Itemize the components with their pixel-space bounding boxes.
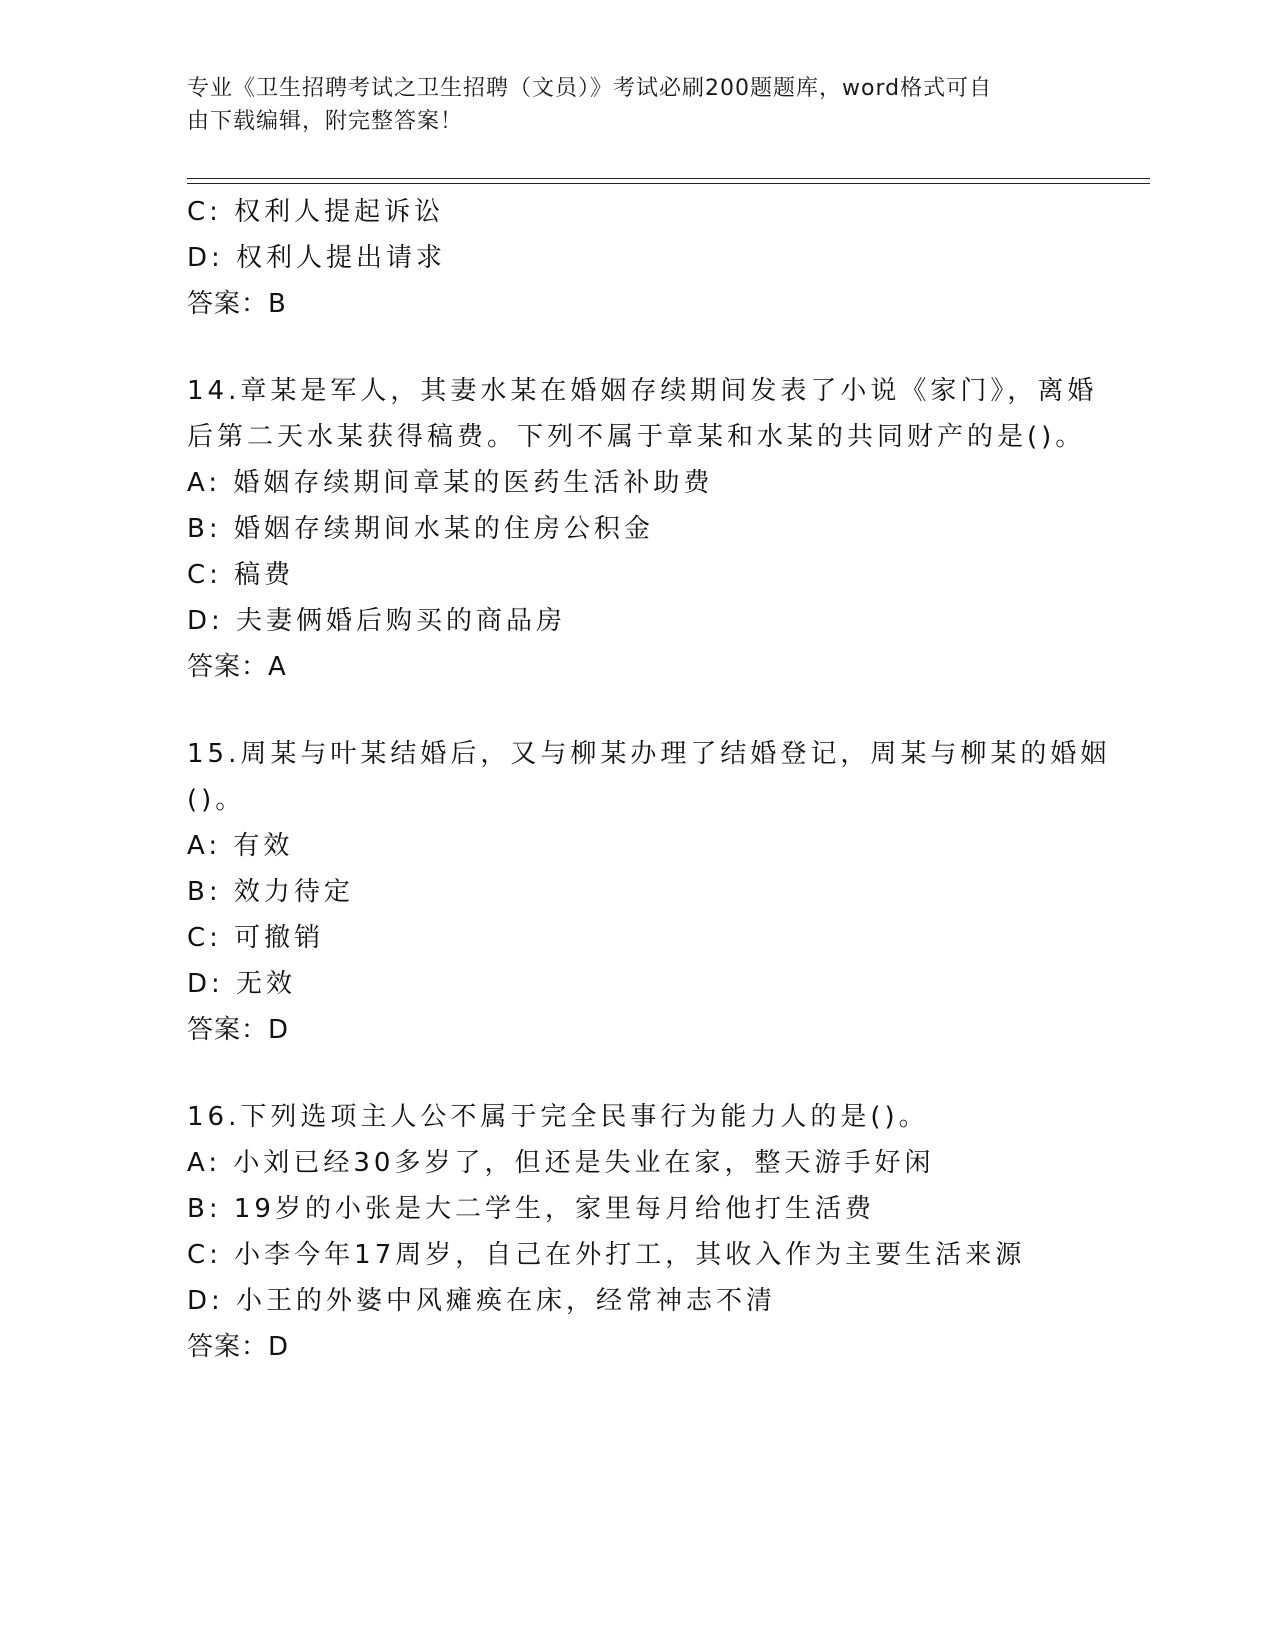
- question-15: [187, 731, 1111, 1053]
- document-body: [187, 189, 1111, 1370]
- answer-line: 答案：A: [187, 652, 287, 682]
- option-c: C: 权利人提起诉讼: [187, 197, 445, 227]
- question-16: [187, 1094, 1087, 1370]
- option-b: B: 效力待定: [187, 877, 354, 907]
- option-a: A: 婚姻存续期间章某的医药生活补助费: [187, 468, 714, 498]
- header-rule-bottom: [187, 183, 1150, 184]
- answer-line: 答案：D: [187, 1015, 290, 1045]
- option-c: C: 稿费: [187, 560, 295, 590]
- question-14: [187, 368, 1098, 690]
- option-b: B: 婚姻存续期间水某的住房公积金: [187, 514, 654, 544]
- header-line-2: 由下载编辑，附完整答案！: [187, 109, 464, 134]
- option-c: C: 小李今年17周岁，自己在外打工，其收入作为主要生活来源: [187, 1240, 1026, 1270]
- option-b: B: 19岁的小张是大二学生，家里每月给他打生活费: [187, 1194, 875, 1224]
- question-13-continued: [187, 189, 1087, 327]
- option-d: D: 无效: [187, 969, 297, 999]
- question-stem-line: 后第二天水某获得稿费。下列不属于章某和水某的共同财产的是()。: [187, 422, 1086, 452]
- header-line-1: 专业《卫生招聘考试之卫生招聘（文员）》考试必刷200题题库，word格式可自: [187, 76, 993, 101]
- answer-line: 答案：B: [187, 289, 287, 319]
- answer-line: 答案：D: [187, 1332, 290, 1362]
- question-stem-line: 14.章某是军人，其妻水某在婚姻存续期间发表了小说《家门》，离婚: [187, 376, 1098, 406]
- question-stem-line: 15.周某与叶某结婚后，又与柳某办理了结婚登记，周某与柳某的婚姻: [187, 739, 1111, 769]
- option-a: A: 有效: [187, 831, 294, 861]
- question-stem-line: 16.下列选项主人公不属于完全民事行为能力人的是()。: [187, 1102, 929, 1132]
- header-rule-top: [187, 178, 1150, 179]
- question-stem-line: ()。: [187, 785, 246, 815]
- option-a: A: 小刘已经30多岁了，但还是失业在家，整天游手好闲: [187, 1148, 935, 1178]
- document-header: [187, 72, 1067, 138]
- option-c: C: 可撤销: [187, 923, 325, 953]
- option-d: D: 夫妻俩婚后购买的商品房: [187, 606, 567, 636]
- option-d: D: 小王的外婆中风瘫痪在床，经常神志不清: [187, 1286, 777, 1316]
- option-d: D: 权利人提出请求: [187, 243, 447, 273]
